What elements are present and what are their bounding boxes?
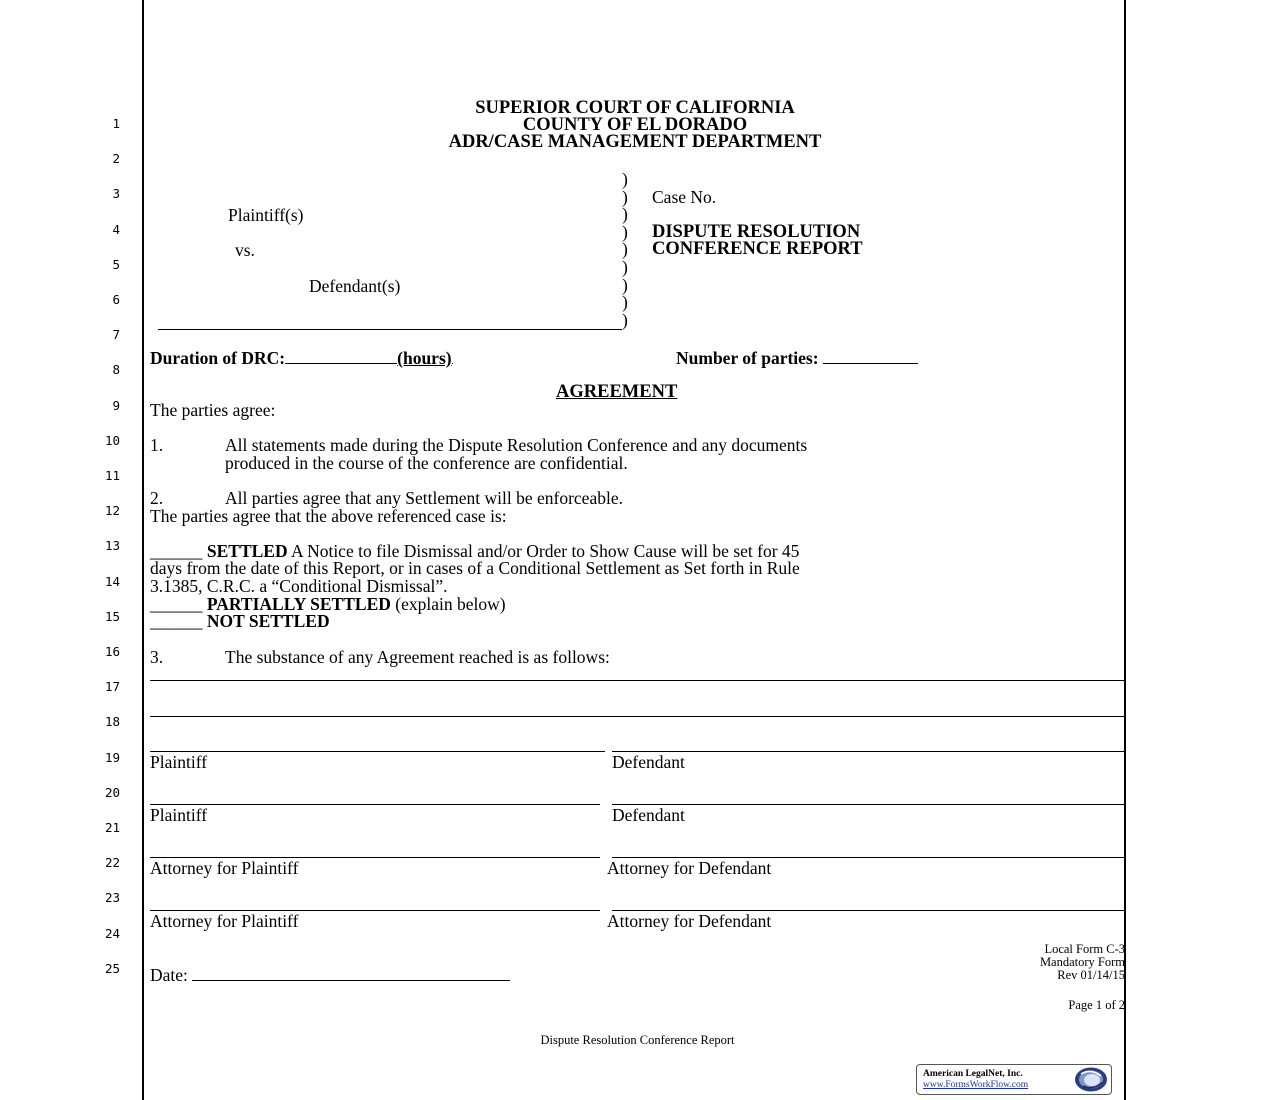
agreement-writing-line (150, 716, 1124, 717)
case-number-label: Case No. (652, 187, 717, 207)
settled-text-line2: days from the date of this Report, or in cases of a Conditional Settlement as Set forth in Rule (150, 558, 800, 578)
line-number: 22 (104, 855, 120, 871)
department-name: ADR/CASE MANAGEMENT DEPARTMENT (448, 132, 822, 152)
plaintiff-signature-line (150, 804, 600, 805)
caption-paren: ) (622, 292, 628, 312)
plaintiffs-label: Plaintiff(s) (228, 205, 304, 225)
caption-paren: ) (622, 275, 628, 295)
item-1-text-line1: All statements made during the Dispute Resolution Conference and any documents (225, 435, 808, 455)
duration-field (150, 348, 453, 367)
line-number: 9 (112, 397, 120, 413)
line-number: 13 (104, 538, 120, 554)
attorney-defendant-label: Attorney for Defendant (607, 858, 772, 878)
logo-company-name: American LegalNet, Inc. (923, 1069, 1023, 1079)
form-id: Local Form C-3 (1044, 942, 1125, 956)
court-name: SUPERIOR COURT OF CALIFORNIA (475, 98, 795, 118)
settled-text: A Notice to file Dismissal and/or Order to Show Cause will be set for 45 (287, 541, 800, 561)
american-legalnet-logo[interactable] (916, 1064, 1112, 1095)
agreement-writing-line (150, 680, 1124, 681)
footer-doc-title: Dispute Resolution Conference Report (540, 1033, 735, 1047)
line-number: 7 (112, 327, 120, 343)
attorney-plaintiff-label: Attorney for Plaintiff (150, 911, 299, 931)
case-status-intro: The parties agree that the above referenced case is: (150, 506, 507, 526)
date-label: Date: (150, 965, 188, 985)
line-number: 11 (104, 468, 120, 483)
agreement-intro: The parties agree: (150, 400, 276, 420)
report-title-line2: CONFERENCE REPORT (652, 239, 863, 259)
line-number: 16 (104, 644, 120, 659)
line-number: 15 (104, 608, 120, 624)
settled-label: SETTLED (206, 541, 288, 561)
not-settled-blank: ______ (150, 611, 203, 631)
line-number: 19 (104, 749, 120, 765)
plaintiff-signature-label: Plaintiff (150, 752, 208, 772)
caption-paren: ) (622, 222, 628, 242)
line-number: 18 (104, 714, 120, 730)
defendant-signature-label: Defendant (612, 805, 685, 825)
parties-label: Number of parties: (676, 348, 819, 368)
partial-note: (explain below) (390, 594, 506, 614)
defendant-signature-line (612, 804, 1124, 805)
item-2-number: 2. (150, 488, 164, 508)
duration-label: Duration of DRC: (150, 348, 286, 368)
globe-icon (1073, 1066, 1109, 1093)
report-title-line1: DISPUTE RESOLUTION (652, 222, 861, 242)
line-number: 2 (112, 151, 120, 167)
line-number: 4 (112, 221, 120, 237)
line-number: 3 (112, 186, 120, 202)
not-settled-option (150, 612, 330, 630)
duration-unit: (hours) (397, 348, 452, 368)
page-number: Page 1 of 2 (1068, 998, 1125, 1012)
date-field (150, 965, 510, 984)
caption-paren: ) (622, 257, 628, 277)
duration-blank (285, 348, 397, 364)
partial-blank: ______ (150, 594, 203, 614)
partial-label: PARTIALLY SETTLED (206, 594, 391, 614)
county-name: COUNTY OF EL DORADO (522, 115, 748, 135)
right-margin-rule (1124, 0, 1126, 1100)
line-number: 17 (104, 679, 120, 695)
date-blank (192, 965, 510, 981)
line-number: 1 (112, 116, 120, 131)
defendant-signature-line (612, 751, 1124, 752)
line-number: 23 (104, 890, 120, 906)
parties-blank (823, 348, 918, 364)
caption-paren: ) (622, 310, 628, 330)
item-3-text: The substance of any Agreement reached is as follows: (225, 647, 610, 667)
line-number: 5 (112, 256, 120, 272)
line-number: 10 (104, 432, 120, 448)
caption-paren: ) (622, 239, 628, 259)
line-number: 24 (104, 925, 120, 941)
settled-blank: ______ (150, 541, 203, 561)
caption-paren: ) (622, 187, 628, 207)
caption-paren: ) (622, 169, 628, 189)
item-2-text: All parties agree that any Settlement will be enforceable. (225, 488, 623, 508)
caption-paren: ) (622, 204, 628, 224)
agreement-heading: AGREEMENT (556, 382, 678, 402)
plaintiff-signature-line (150, 751, 605, 752)
defendant-signature-label: Defendant (612, 752, 685, 772)
item-3-number: 3. (150, 647, 164, 667)
plaintiff-signature-label: Plaintiff (150, 805, 208, 825)
not-settled-label: NOT SETTLED (206, 611, 330, 631)
line-number: 14 (104, 573, 120, 589)
line-number: 6 (112, 292, 120, 307)
parties-field (676, 348, 918, 367)
line-number: 25 (104, 960, 120, 976)
attorney-plaintiff-label: Attorney for Plaintiff (150, 858, 299, 878)
attorney-defendant-label: Attorney for Defendant (607, 911, 772, 931)
left-margin-rule (142, 0, 144, 1100)
line-number: 8 (112, 362, 120, 378)
form-type: Mandatory Form (1039, 955, 1125, 969)
item-1-text-line2: produced in the course of the conference are confidential. (225, 453, 628, 473)
settled-text-line3: 3.1385, C.R.C. a “Conditional Dismissal”. (150, 576, 448, 596)
logo-website-link[interactable]: www.FormsWorkFlow.com (923, 1080, 1029, 1090)
line-number: 21 (104, 820, 120, 835)
line-number: 20 (104, 784, 120, 800)
caption-underline (158, 329, 622, 330)
item-1-number: 1. (150, 435, 164, 455)
line-number: 12 (104, 503, 120, 519)
vs-label: vs. (235, 240, 255, 260)
defendants-label: Defendant(s) (309, 276, 401, 296)
form-revision: Rev 01/14/15 (1057, 968, 1125, 982)
